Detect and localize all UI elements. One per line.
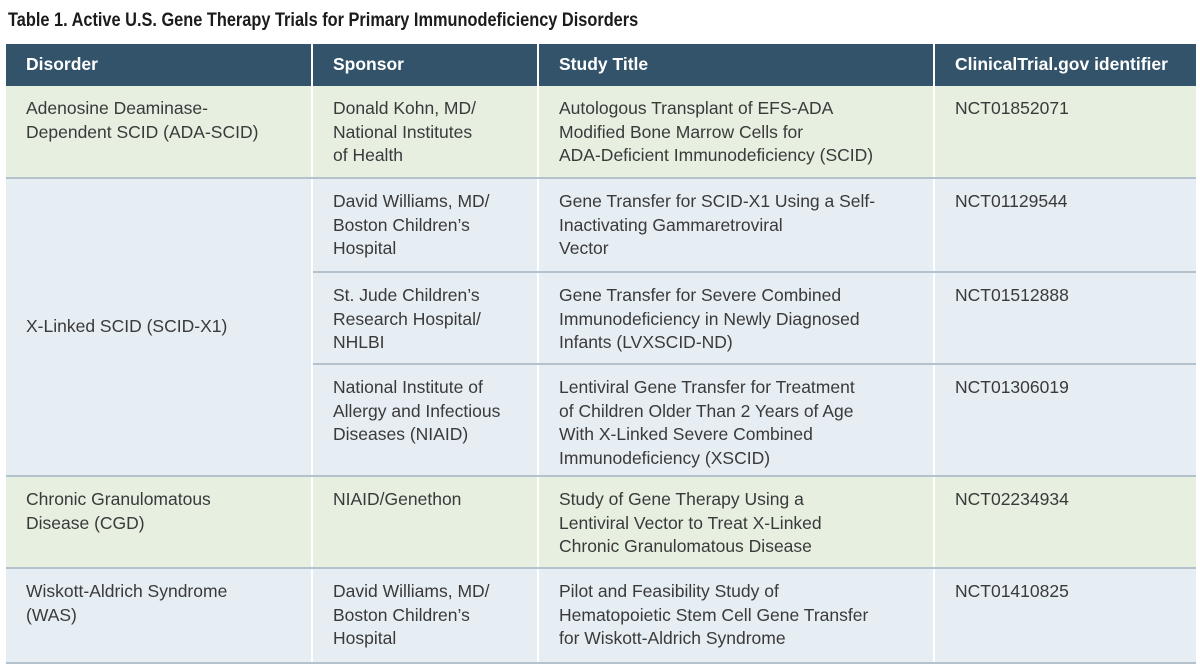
table-row	[6, 178, 1196, 272]
cell-line: Diseases (NIAID)	[333, 424, 469, 444]
column-header-identifier: ClinicalTrial.gov identifier	[934, 44, 1196, 86]
sponsor-cell	[312, 476, 538, 568]
cell-line: for Wiskott-Aldrich Syndrome	[559, 628, 786, 648]
cell-line: Autologous Transplant of EFS-ADA	[559, 98, 834, 118]
cell-line: National Institute of	[333, 377, 483, 397]
cell-line: of Health	[333, 145, 404, 165]
study-title-cell	[538, 272, 934, 364]
column-header-sponsor: Sponsor	[312, 44, 538, 86]
sponsor-cell	[312, 272, 538, 364]
table-row	[6, 476, 1196, 568]
cell-line: Lentiviral Vector to Treat X-Linked	[559, 512, 822, 533]
cell-line: NHLBI	[333, 332, 385, 352]
cell-line: Inactivating Gammaretroviral	[559, 214, 783, 235]
cell-line: Donald Kohn, MD/	[333, 98, 476, 118]
disorder-cell	[6, 178, 312, 476]
identifier-cell: NCT01852071	[934, 86, 1196, 178]
table-row	[6, 568, 1196, 663]
cell-line: Modified Bone Marrow Cells for	[559, 121, 804, 142]
column-header-disorder: Disorder	[6, 44, 312, 86]
cell-line: Immunodeficiency in Newly Diagnosed	[559, 308, 860, 329]
study-title-cell	[538, 364, 934, 476]
disorder-cell	[6, 568, 312, 663]
cell-line: Gene Transfer for Severe Combined	[559, 285, 842, 305]
cell-line: Disease (CGD)	[26, 512, 145, 533]
sponsor-cell	[312, 86, 538, 178]
cell-line: David Williams, MD/	[333, 581, 490, 601]
sponsor-cell	[312, 568, 538, 663]
gene-therapy-trials-table	[6, 44, 1196, 664]
cell-line: Boston Children’s	[333, 604, 470, 625]
cell-line: X-Linked SCID (SCID-X1)	[26, 316, 228, 337]
cell-line: of Children Older Than 2 Years of Age	[559, 400, 854, 421]
identifier-cell: NCT01306019	[934, 364, 1196, 476]
cell-line: Infants (LVXSCID-ND)	[559, 332, 733, 352]
cell-line: ADA-Deficient Immunodeficiency (SCID)	[559, 145, 874, 165]
table-caption: Table 1. Active U.S. Gene Therapy Trials for Primary Immunodeficiency Disorders	[8, 10, 639, 31]
cell-line: Hematopoietic Stem Cell Gene Transfer	[559, 604, 869, 625]
cell-line: With X-Linked Severe Combined	[559, 424, 813, 444]
cell-line: (WAS)	[26, 604, 77, 625]
cell-line: Vector	[559, 238, 609, 258]
study-title-cell	[538, 86, 934, 178]
identifier-cell: NCT01512888	[934, 272, 1196, 364]
cell-line: Wiskott-Aldrich Syndrome	[26, 581, 228, 601]
cell-line: Lentiviral Gene Transfer for Treatment	[559, 377, 855, 397]
cell-line: Study of Gene Therapy Using a	[559, 489, 804, 509]
cell-line: Pilot and Feasibility Study of	[559, 581, 779, 601]
cell-line: National Institutes	[333, 121, 473, 142]
column-header-study-title: Study Title	[538, 44, 934, 86]
cell-line: Adenosine Deaminase-	[26, 98, 208, 118]
identifier-cell: NCT01129544	[934, 178, 1196, 272]
cell-line: Boston Children’s	[333, 214, 470, 235]
sponsor-cell	[312, 364, 538, 476]
study-title-cell	[538, 178, 934, 272]
identifier-cell: NCT01410825	[934, 568, 1196, 663]
header-row	[6, 44, 1196, 86]
cell-line: Allergy and Infectious	[333, 400, 501, 421]
cell-line: Gene Transfer for SCID-X1 Using a Self-	[559, 191, 876, 211]
table-row	[6, 86, 1196, 178]
cell-line: Hospital	[333, 628, 397, 648]
cell-line: Research Hospital/	[333, 308, 481, 329]
disorder-cell	[6, 476, 312, 568]
cell-line: St. Jude Children’s	[333, 285, 480, 305]
cell-line: Chronic Granulomatous Disease	[559, 536, 812, 556]
study-title-cell	[538, 476, 934, 568]
sponsor-cell	[312, 178, 538, 272]
cell-line: Hospital	[333, 238, 397, 258]
cell-line: David Williams, MD/	[333, 191, 490, 211]
study-title-cell	[538, 568, 934, 663]
cell-line: Dependent SCID (ADA-SCID)	[26, 121, 259, 142]
cell-line: NIAID/Genethon	[333, 489, 462, 509]
cell-line: Immunodeficiency (XSCID)	[559, 447, 771, 468]
cell-line: Chronic Granulomatous	[26, 489, 211, 509]
disorder-cell	[6, 86, 312, 178]
identifier-cell: NCT02234934	[934, 476, 1196, 568]
